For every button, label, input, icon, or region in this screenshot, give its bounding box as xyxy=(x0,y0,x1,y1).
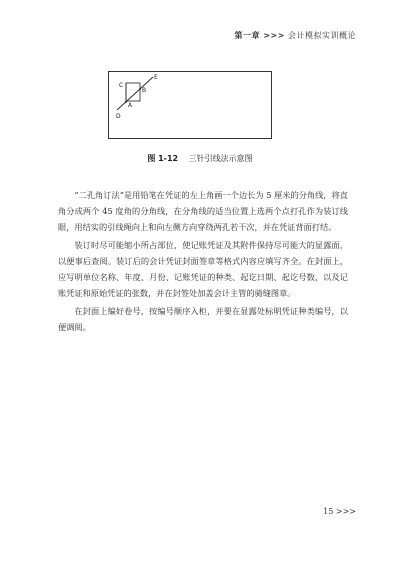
label-c: C xyxy=(119,82,124,89)
paragraph: “二孔角订法”是用铅笔在凭证的左上角画一个边长为 5 厘米的分角线，将直角分成两个 45 度角的分角线，在分角线的适当位置上选两个点打孔作为装订线眼，用结实的引线绳向上和向左侧方向穿绕两孔若干次，并在凭证背面打结。 xyxy=(58,190,348,232)
page-number: 15 >>> xyxy=(323,507,356,516)
point-a xyxy=(125,101,127,103)
body-text xyxy=(58,187,348,337)
label-a: A xyxy=(128,102,133,109)
running-header xyxy=(235,30,356,41)
label-b: B xyxy=(142,87,147,94)
figure-caption-text: 三针引线法示意图 xyxy=(188,154,253,163)
label-d: D xyxy=(116,113,121,120)
figure-number: 图 1-12 xyxy=(147,154,179,163)
chapter-label: 第一章 >>> xyxy=(234,31,285,40)
paragraph: 装订时尽可能缩小所占部位，使记账凭证及其附件保持尽可能大的显露面，以便事后查阅。装订后的会计凭证封面签章等格式内容应填写齐全。在封面上，应写明单位名称、年度、月份、记账凭证的种类、起讫日期、起讫号数，以及记账凭证和原始凭证的张数，并在封签处加盖会计主管的骑缝图章。 xyxy=(58,240,348,298)
label-e: E xyxy=(154,74,158,81)
stitch-diagram xyxy=(109,72,273,140)
point-b xyxy=(139,88,141,90)
figure-diagram xyxy=(108,71,272,139)
chapter-title: 会计模拟实训概论 xyxy=(288,31,356,40)
paragraph: 在封面上编好卷号，按编号顺序入柜，并要在显露处标明凭证种类编号，以便调阅。 xyxy=(58,306,348,332)
figure-caption xyxy=(0,153,400,164)
corner-square xyxy=(126,83,140,101)
